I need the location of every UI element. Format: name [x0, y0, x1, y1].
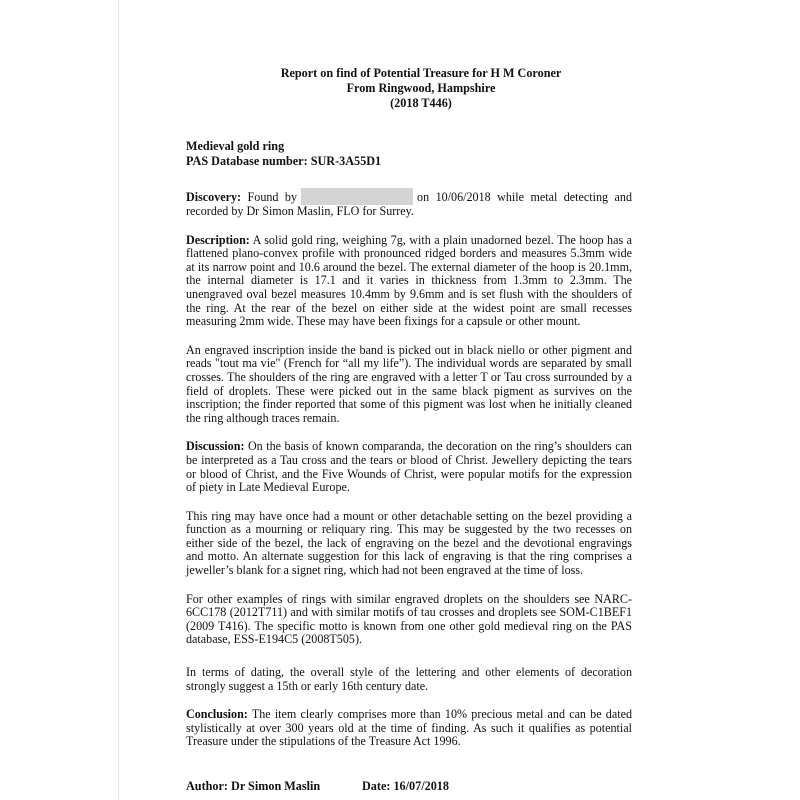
conclusion-label: Conclusion:: [186, 707, 248, 722]
discussion-text: On the basis of known comparanda, the decoration on the ring’s shoulders can be interpreted as a Tau cross and the tears or blood of Christ. Jewellery depicting the tears or blood of Christ, and the Five Wounds of Christ, were popular motifs for the expression of piety in Late Medieval Europe.: [186, 439, 632, 495]
found-by-text: Found by: [247, 190, 298, 204]
discussion-paragraph-3: For other examples of rings with similar engraved droplets on the shoulders see NARC-6CC178 (2012T711) and with similar motifs of tau crosses and droplets see SOM-C1BEF1 (2009 T416). The specific motto is known from one other gold medieval ring on the PAS database, ESS-E194C5 (2008T505).: [186, 591, 632, 647]
report-location: From Ringwood, Hampshire: [346, 81, 496, 95]
conclusion-paragraph: [186, 708, 632, 749]
conclusion-text: The item clearly comprises more than 10% precious metal and can be dated stylistically at over 300 years old at the time of finding. As such it qualifies as potential Treasure under the stipulations of the Treasure Act 1996.: [186, 707, 632, 749]
report-page: [186, 66, 632, 794]
description-paragraph: [186, 234, 632, 329]
discussion-paragraph-2: This ring may have once had a mount or other detachable setting on the bezel providing a function as a mourning or reliquary ring. This may be suggested by the two recesses on either side of the bezel, the lack of engraving on the bezel and the devotional engravings and motto. An alternate suggestion for this lack of engraving is that the ring comprises a jeweller’s blank for a signet ring, which had not been engraved at the time of loss.: [186, 508, 632, 578]
discussion-label: Discussion:: [186, 439, 245, 454]
report-footer: [186, 779, 632, 794]
discussion-paragraph: [186, 440, 632, 494]
inscription-paragraph: An engraved inscription inside the band is picked out in black niello or other pigment and reads "tout ma vie" (French for “all my life”). The individual words are separated by small crosses. The shoulders of the ring are engraved with a letter T or Tau cross surrounded by a field of droplets. These were picked out in the same black pigment as survives on the inscription; the finder reported that some of this pigment was lost when he initially cleaned the ring although traces remain.: [186, 342, 632, 425]
report-title: Report on find of Potential Treasure for H M Coroner: [280, 66, 562, 80]
subject-block: [186, 139, 632, 169]
discovery-paragraph: [186, 188, 632, 219]
object-title: Medieval gold ring: [186, 139, 285, 153]
description-text: A solid gold ring, weighing 7g, with a plain unadorned bezel. The hoop has a flattened plano-convex profile with pronounced ridged borders and measures 5.3mm wide at its narrow point and 10.6 around the bezel. The external diameter of the hoop is 20.1mm, the internal diameter is 17.1 and it varies in thickness from 1.3mm to 2.3mm. The unengraved oval bezel measures 10.4mm by 9.6mm and is set flush with the shoulders of the ring. At the rear of the bezel on either side at the widest point are small recesses measuring 2mm wide. These may have been fixings for a capsule or other mount.: [186, 232, 633, 329]
redacted-finder-name: [301, 188, 413, 205]
date-line: Date: 16/07/2018: [362, 779, 449, 793]
dating-paragraph: In terms of dating, the overall style of the lettering and other elements of decoration strongly suggest a 15th or early 16th century date.: [186, 665, 632, 693]
discovery-label: Discovery:: [186, 190, 242, 204]
pas-database-number: PAS Database number: SUR-3A55D1: [186, 154, 382, 168]
description-label: Description:: [186, 232, 250, 247]
report-header: [210, 66, 632, 111]
page-edge-line: [118, 0, 119, 800]
author-line: Author: Dr Simon Maslin: [186, 779, 321, 793]
discovery-text: on 10/06/2018 while metal detecting and recorded by Dr Simon Maslin, FLO for Surrey.: [186, 190, 633, 218]
report-case-number: (2018 T446): [390, 96, 452, 110]
